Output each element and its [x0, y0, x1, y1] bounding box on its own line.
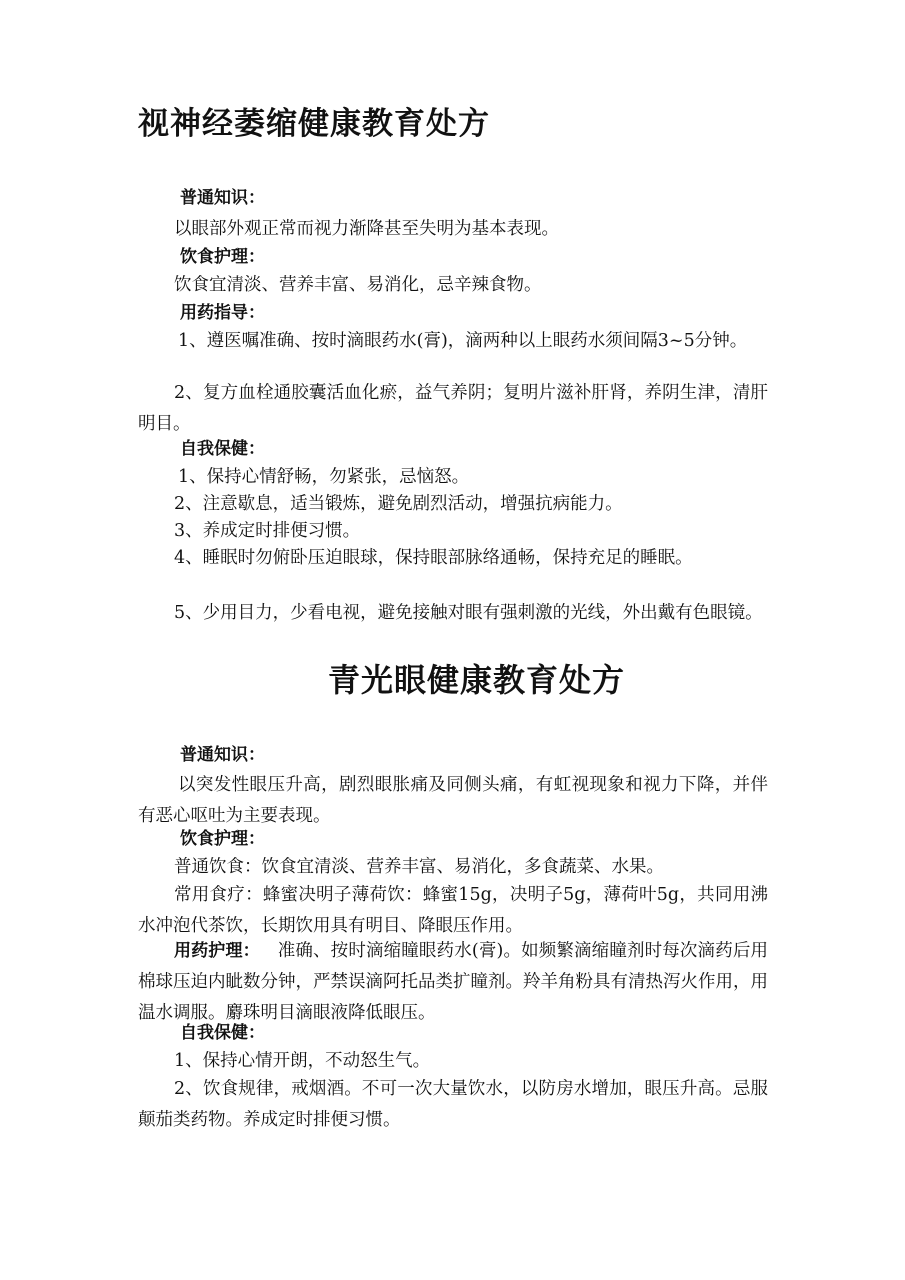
section-heading-self-care: 自我保健：	[180, 1023, 265, 1043]
medication-item: 2、复方血栓通胶囊活血化瘀，益气养阴；复明片滋补肝肾，养阴生津，清肝明目。	[138, 383, 768, 434]
section-heading-general-knowledge: 普通知识：	[180, 745, 265, 765]
section-heading-general-knowledge: 普通知识：	[180, 188, 265, 208]
diet-care-text: 饮食宜清淡、营养丰富、易消化，忌辛辣食物。	[174, 275, 542, 295]
self-care-item: 2、注意歇息，适当锻炼，避免剧烈活动，增强抗病能力。	[174, 494, 623, 514]
diet-care-item: 常用食疗：蜂蜜决明子薄荷饮：蜂蜜15g，决明子5g，薄荷叶5g，共同用沸水冲泡代茶饮，长期饮用具有明目、降眼压作用。	[138, 885, 768, 936]
general-knowledge-text: 以突发性眼压升高，剧烈眼胀痛及同侧头痛，有虹视现象和视力下降，并伴有恶心呕吐为主要表现。	[138, 775, 768, 826]
self-care-item: 5、少用目力，少看电视，避免接触对眼有强刺激的光线，外出戴有色眼镜。	[174, 603, 763, 623]
medication-item: 1、遵医嘱准确、按时滴眼药水(膏)，滴两种以上眼药水须间隔3~5分钟。	[178, 331, 748, 351]
section-heading-diet-care: 饮食护理：	[180, 247, 265, 267]
self-care-item: 3、养成定时排便习惯。	[174, 521, 361, 541]
self-care-item: 2、饮食规律，戒烟酒。不可一次大量饮水，以防房水增加，眼压升高。忌服颠茄类药物。养成定时排便习惯。	[138, 1079, 768, 1130]
diet-care-item: 普通饮食：饮食宜清淡、营养丰富、易消化，多食蔬菜、水果。	[174, 857, 664, 877]
medication-care-text: 准确、按时滴缩瞳眼药水(膏)。如频繁滴缩瞳剂时每次滴药后用棉球压迫内眦数分钟，严禁误滴阿托品类扩瞳剂。羚羊角粉具有清热泻火作用，用温水调服。麝珠明目滴眼液降低眼压。	[138, 941, 768, 1023]
self-care-item: 1、保持心情开朗，不动怒生气。	[174, 1051, 431, 1071]
document-title-optic-atrophy: 视神经萎缩健康教育处方	[138, 106, 490, 142]
document-title-glaucoma: 青光眼健康教育处方	[328, 661, 626, 699]
medication-care-paragraph	[138, 936, 768, 1029]
section-heading-medication-guidance: 用药指导：	[180, 303, 265, 323]
self-care-item: 1、保持心情舒畅，勿紧张，忌恼怒。	[178, 467, 470, 487]
section-heading-diet-care: 饮食护理：	[180, 829, 265, 849]
general-knowledge-text: 以眼部外观正常而视力渐降甚至失明为基本表现。	[174, 219, 559, 239]
self-care-item: 4、睡眠时勿俯卧压迫眼球，保持眼部脉络通畅，保持充足的睡眠。	[174, 548, 693, 568]
section-heading-self-care: 自我保健：	[180, 439, 265, 459]
section-heading-medication-care: 用药护理：	[174, 941, 260, 961]
